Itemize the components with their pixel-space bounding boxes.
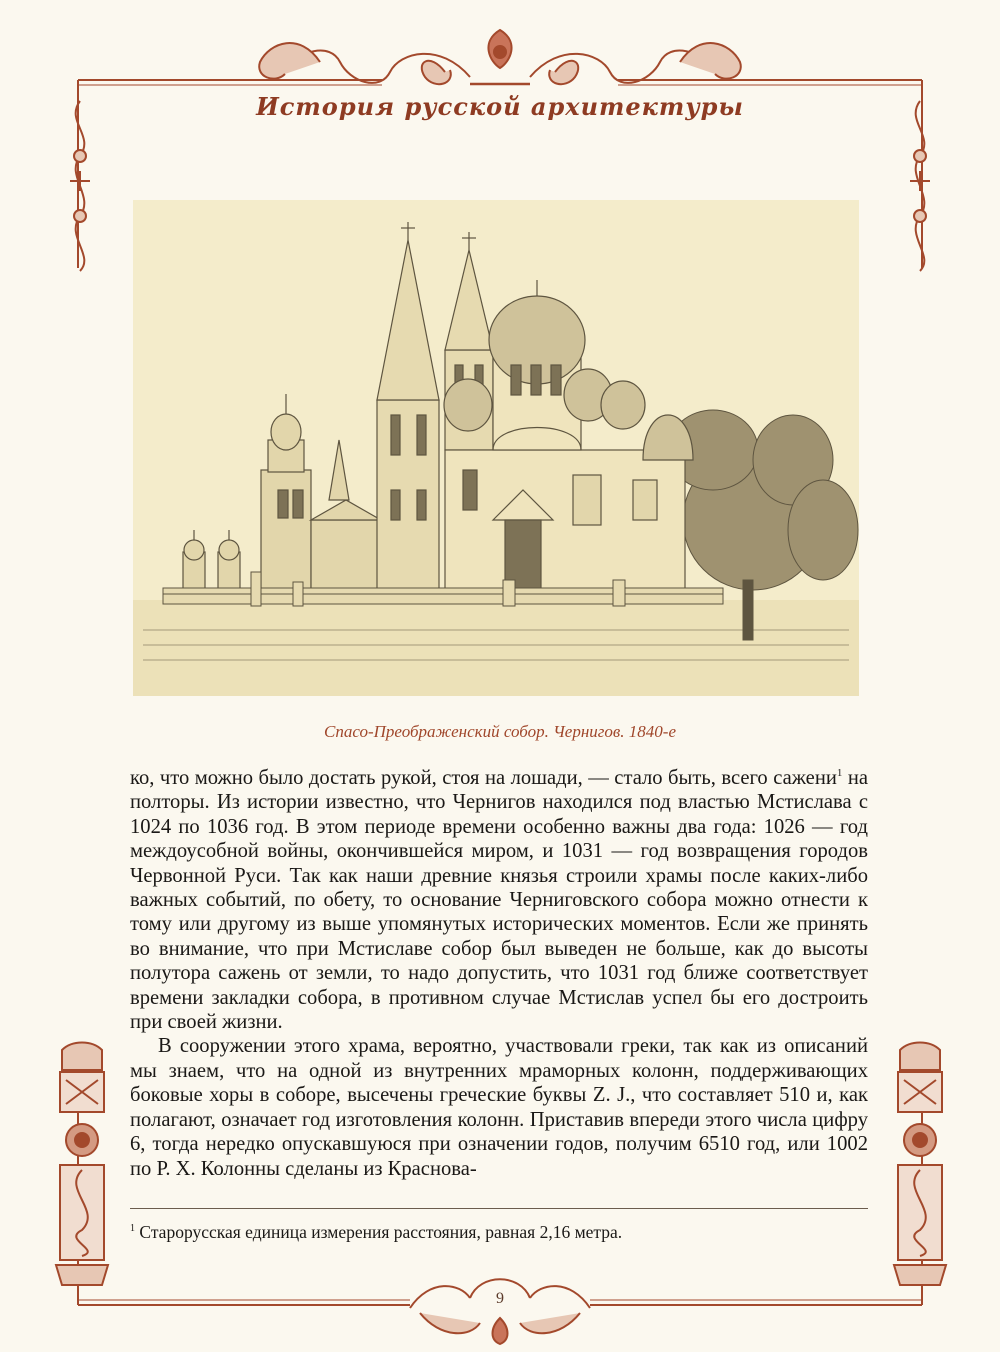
footnote-reference[interactable]: 1 bbox=[836, 767, 843, 780]
left-upper-ornament bbox=[60, 96, 100, 276]
page-number: 9 bbox=[496, 1290, 504, 1307]
paragraph-1-start: ко, что можно было достать рукой, стоя на лошади, — стало быть, всего сажени bbox=[130, 767, 837, 789]
paragraph-2: В сооружении этого храма, вероятно, участвовали греки, так как из описаний мы знаем, что на одной из внутренних мраморных колонн, поддерживающих боковые хоры в соборе, высечены греческие буквы Z. J., что составляет 510 и, как полагают, означает год изготовления колонн. Приставив впереди этого числа цифру 6, тогда нередко опускавшуюся при означении годов, получим 6510 год, или 1002 по Р. Х. Колонны сделаны из Краснова- bbox=[130, 1035, 868, 1180]
paragraph-1-rest: на полторы. Из истории известно, что Чернигов находился под властью Мстислава с 1024 по 1036 год. В этом периоде времени особенно важны два года: 1026 — год междоусобной войны, окончившейся миром, и 1031 — год возвращения городов Червонной Руси. Так как наши древние князья строили храмы после каких-либо важных событий, по обету, то основание Черниговского собора можно отнести к тому или другому из выше упомянутых исторических моментов. Если же принять во внимание, что при Мстиславе собор был выведен не больше, как до высоты полутора сажень от земли, то надо допустить, что 1031 год ближе соответствует времени закладки собора, в противном случае Мстислав успел бы его достроить при своей жизни. bbox=[130, 767, 868, 1034]
figure-caption: Спасо-Преображенский собор. Чернигов. 1840-е bbox=[324, 722, 676, 741]
body-text bbox=[130, 766, 868, 1181]
footnote-divider bbox=[130, 1208, 868, 1209]
cathedral-engraving bbox=[133, 200, 859, 696]
paragraph-1 bbox=[130, 766, 868, 1034]
footnote-text: Старорусская единица измерения расстояния, равная 2,16 метра. bbox=[135, 1222, 623, 1242]
footnote-mark: 1 bbox=[130, 1223, 135, 1235]
right-pillar-ornament bbox=[890, 1040, 950, 1290]
right-upper-ornament bbox=[900, 96, 940, 276]
top-ornament bbox=[240, 22, 760, 102]
running-title: История русской архитектуры bbox=[256, 92, 744, 121]
footnote bbox=[130, 1222, 868, 1243]
left-pillar-ornament bbox=[52, 1040, 112, 1290]
bottom-ornament bbox=[390, 1268, 610, 1348]
